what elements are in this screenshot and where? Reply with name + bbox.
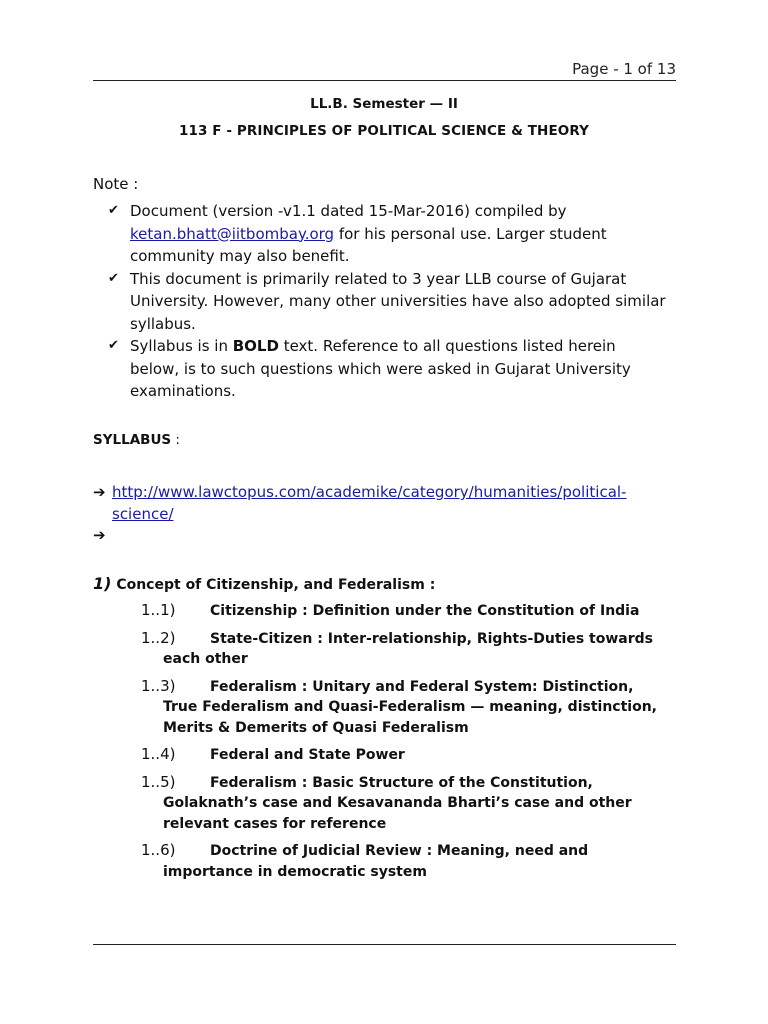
list-item: 1..6) Doctrine of Judicial Review : Meaning, need and importance in democratic system xyxy=(141,841,589,880)
email-link[interactable]: ketan.bhatt@iitbombay.org xyxy=(130,224,335,243)
list-item: 1..3) Federalism : Unitary and Federal System: Distinction, True Federalism and Quasi-Federalism — meaning, distinction, Merits & Demerits of Quasi Federalism xyxy=(141,676,657,736)
unit-topic-list xyxy=(141,600,676,888)
note-item: ✔ Syllabus is in BOLD text. Reference to all questions listed herein below, is to such questions which were asked in Gujarat University examinations. xyxy=(108,335,668,403)
note-item: ✔ Document (version -v1.1 dated 15-Mar-2016) compiled by ketan.bhatt@iitbombay.org for his personal use. Larger student community may also benefit. xyxy=(108,200,668,268)
header-rule xyxy=(93,80,676,81)
semester-heading: LL.B. Semester — II xyxy=(310,96,458,112)
page-number: Page - 1 of 13 xyxy=(572,60,676,78)
syllabus-label: SYLLABUS : xyxy=(93,432,180,448)
list-item: 1..5) Federalism : Basic Structure of the Constitution, Golaknath’s case and Kesavananda Bharti’s case and other relevant cases for reference xyxy=(141,772,632,832)
footer-rule xyxy=(93,944,676,945)
note-item: ✔ This document is primarily related to 3 year LLB course of Gujarat University. However, many other universities have also adopted similar syllabus. xyxy=(108,268,668,336)
checkmark-icon: ✔ xyxy=(108,203,119,218)
arrow-right-icon: ➔ xyxy=(93,526,106,544)
note-label: Note : xyxy=(93,175,139,193)
checkmark-icon: ✔ xyxy=(108,338,119,353)
checkmark-icon: ✔ xyxy=(108,270,119,286)
arrow-right-icon: ➔ xyxy=(93,483,106,501)
syllabus-link[interactable]: http://www.lawctopus.com/academike/category/humanities/political-science/ xyxy=(112,483,627,523)
list-item: 1..4) Federal and State Power xyxy=(141,745,405,763)
list-item: 1..1) Citizenship : Definition under the Constitution of India xyxy=(141,601,640,619)
note-list xyxy=(108,200,668,403)
list-item: 1..2) State-Citizen : Inter-relationship, Rights-Duties towards each other xyxy=(141,628,653,667)
subject-heading: 113 F - PRINCIPLES OF POLITICAL SCIENCE & THEORY xyxy=(179,123,589,139)
unit-title: 1) Concept of Citizenship, and Federalism : xyxy=(93,574,436,593)
syllabus-link-row xyxy=(93,481,673,525)
